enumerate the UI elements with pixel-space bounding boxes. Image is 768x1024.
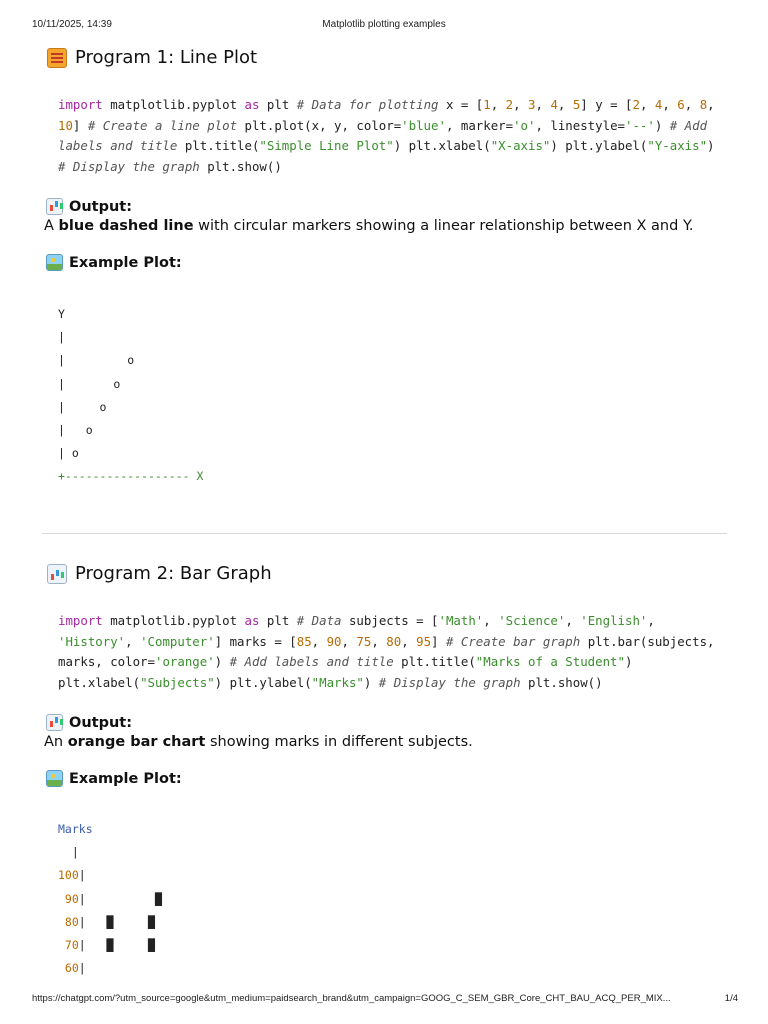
bar-chart-icon — [46, 198, 63, 215]
program2-code: import matplotlib.pyplot as plt # Data subjects = ['Math', 'Science', 'English', 'History', 'Computer'] marks = [85, 90, 75, 80, 95] # Create bar graph plt.bar(subjects, marks, color='orange') # Add labels and title plt.title("Marks of a Student") plt.xlabel("Subjects") plt.ylabel("Marks") # Display the graph plt.show() — [58, 613, 715, 690]
program1-ascii-plot: Y | | o | o | o | o | o +------------------ X — [58, 307, 204, 484]
page-number: 1/4 — [724, 993, 738, 1004]
bar-chart-icon — [47, 564, 67, 584]
program1-heading — [47, 47, 257, 68]
picture-icon — [46, 254, 63, 271]
program1-example-heading: Example Plot: — [46, 254, 182, 271]
program2-output-heading: Output: — [46, 714, 132, 731]
program2-output-text: An orange bar chart showing marks in different subjects. — [44, 734, 473, 750]
print-date: 10/11/2025, 14:39 — [32, 19, 112, 30]
program2-example-heading: Example Plot: — [46, 770, 182, 787]
section-divider — [42, 533, 727, 534]
print-url: https://chatgpt.com/?utm_source=google&utm_medium=paidsearch_brand&utm_campaign=GOOG_C_SEM_GBR_Core_CHT_BAU_ACQ_PER_MIX... — [32, 993, 671, 1004]
abacus-icon — [47, 48, 67, 68]
program2-heading-text: Program 2: Bar Graph — [75, 563, 272, 584]
program1-output-text: A blue dashed line with circular markers showing a linear relationship between X and Y. — [44, 218, 694, 234]
bar-chart-icon — [46, 714, 63, 731]
program1-code: import matplotlib.pyplot as plt # Data for plotting x = [1, 2, 3, 4, 5] y = [2, 4, 6, 8, 10] # Create a line plot plt.plot(x, y, color='blue', marker='o', linestyle='--') # Add labels and title plt.title("Simple Line Plot") plt.xlabel("X-axis") plt.ylabel("Y-axis") # Display the graph plt.show() — [58, 97, 715, 174]
picture-icon — [46, 770, 63, 787]
print-title: Matplotlib plotting examples — [322, 19, 446, 30]
program1-heading-text: Program 1: Line Plot — [75, 47, 258, 68]
program2-ascii-plot: Marks | 100| 90| █ 80| █ █ 70| █ █ 60| — [58, 822, 162, 976]
program2-heading — [47, 563, 272, 584]
program1-output-heading: Output: — [46, 198, 132, 215]
